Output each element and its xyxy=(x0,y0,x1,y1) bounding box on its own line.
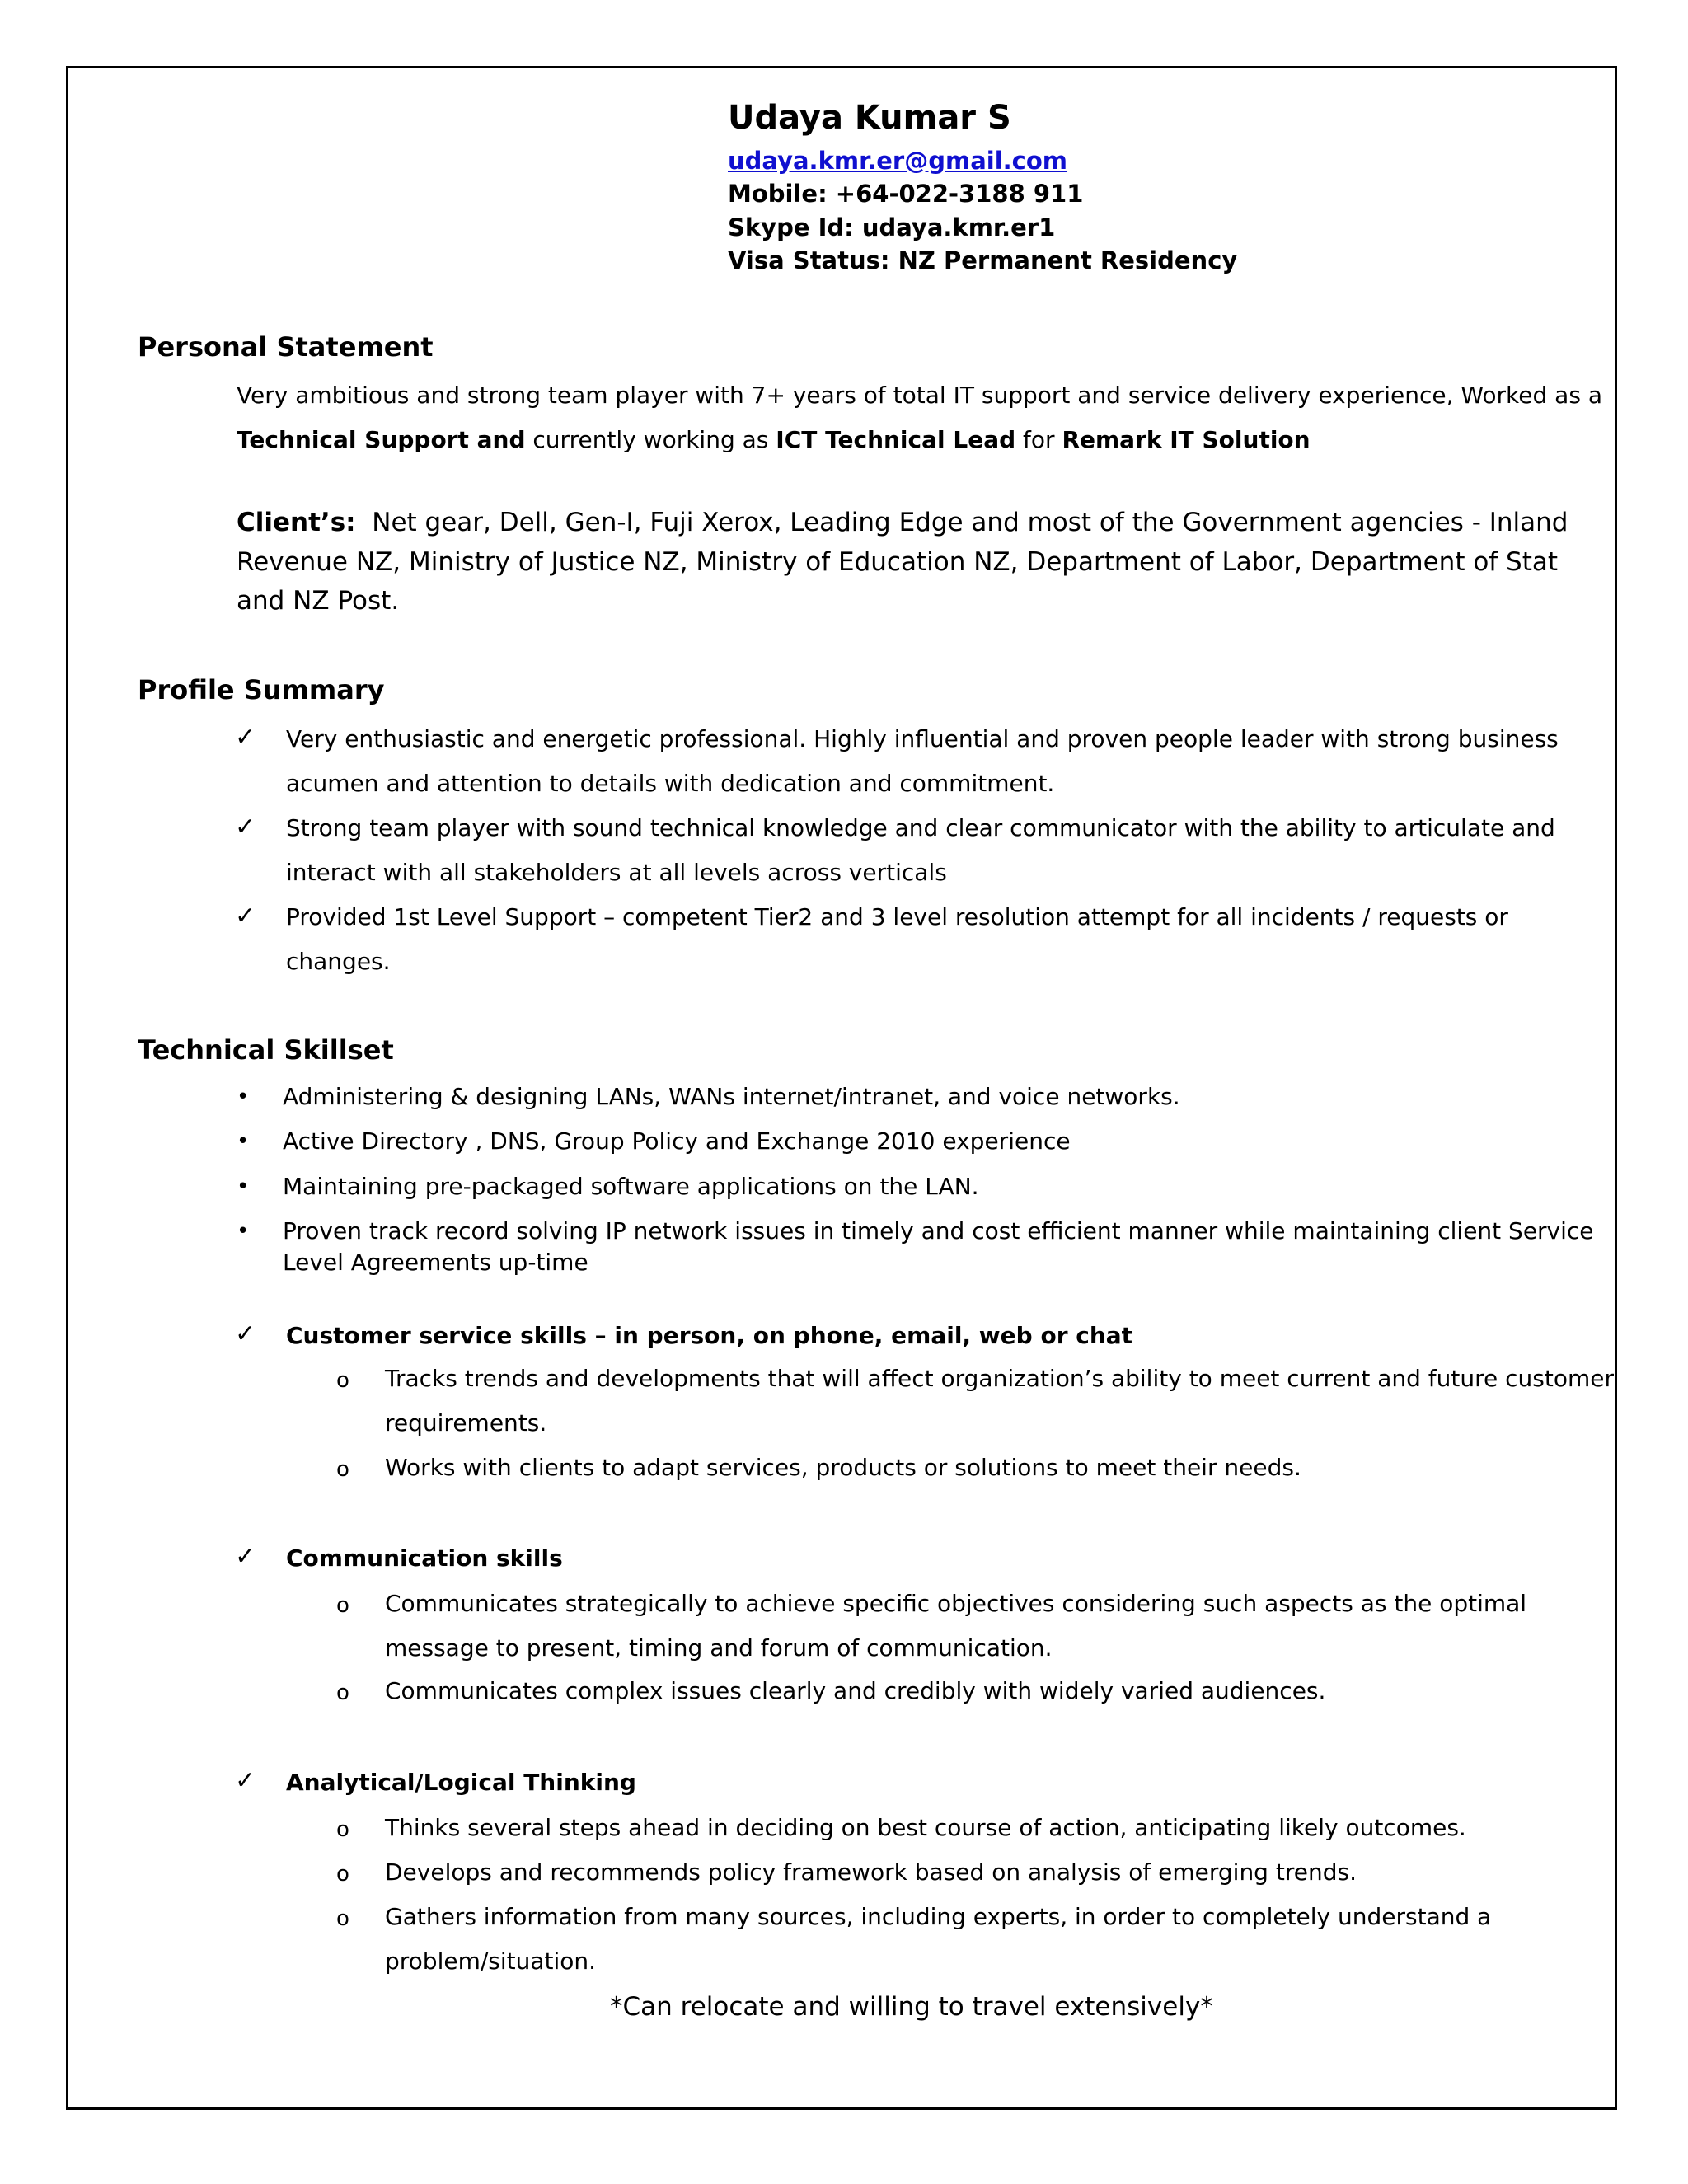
circle-bullet-icon: o xyxy=(336,1862,349,1886)
bullet-icon: • xyxy=(237,1174,250,1199)
statement-line-2: Technical Support and currently working as ICT Technical Lead for Remark IT Solution xyxy=(237,426,1311,453)
section-title-technical-skillset: Technical Skillset xyxy=(138,1034,394,1066)
circle-bullet-icon: o xyxy=(336,1680,349,1705)
skill-bullet-4-line-2: Level Agreements up-time xyxy=(283,1249,588,1276)
circle-bullet-icon: o xyxy=(336,1593,349,1618)
check-icon: ✓ xyxy=(235,1542,256,1571)
circle-bullet-icon: o xyxy=(336,1457,349,1482)
clients-line-2: Revenue NZ, Ministry of Justice NZ, Ministry of Education NZ, Department of Labor, Department of Stat xyxy=(237,547,1559,577)
skill-bullet-2: Active Directory , DNS, Group Policy and Exchange 2010 experience xyxy=(283,1127,1071,1155)
customer-sub-1-line-1: Tracks trends and developments that will affect organization’s ability to meet current and future customer xyxy=(385,1365,1614,1392)
customer-sub-1-line-2: requirements. xyxy=(385,1409,547,1436)
circle-bullet-icon: o xyxy=(336,1368,349,1393)
skill-bullet-4-line-1: Proven track record solving IP network issues in timely and cost efficient manner while maintaining client Service xyxy=(283,1217,1594,1244)
clients-line-1: Client’s: Net gear, Dell, Gen-I, Fuji Xerox, Leading Edge and most of the Government agencies - Inland xyxy=(237,508,1568,537)
check-icon: ✓ xyxy=(235,723,256,752)
summary-item-3-line-2: changes. xyxy=(286,948,391,975)
communication-title: Communication skills xyxy=(286,1544,563,1572)
candidate-name: Udaya Kumar S xyxy=(728,99,1011,137)
communication-sub-1-line-1: Communicates strategically to achieve specific objectives considering such aspects as the optimal xyxy=(385,1590,1527,1617)
summary-item-2-line-1: Strong team player with sound technical knowledge and clear communicator with the ability to articulate and xyxy=(286,814,1555,841)
circle-bullet-icon: o xyxy=(336,1817,349,1842)
analytical-sub-2: Develops and recommends policy framework based on analysis of emerging trends. xyxy=(385,1858,1357,1886)
clients-line-3: and NZ Post. xyxy=(237,586,400,616)
summary-item-3-line-1: Provided 1st Level Support – competent Tier2 and 3 level resolution attempt for all incidents / requests or xyxy=(286,903,1508,930)
skype-id: Skype Id: udaya.kmr.er1 xyxy=(728,213,1056,241)
customer-service-title: Customer service skills – in person, on phone, email, web or chat xyxy=(286,1322,1133,1349)
skill-bullet-3: Maintaining pre-packaged software applications on the LAN. xyxy=(283,1173,979,1200)
bullet-icon: • xyxy=(237,1219,250,1244)
clients-label: Client’s: xyxy=(237,508,356,537)
relocation-note: *Can relocate and willing to travel extensively* xyxy=(610,1992,1213,2022)
analytical-title: Analytical/Logical Thinking xyxy=(286,1769,636,1796)
section-title-profile-summary: Profile Summary xyxy=(138,674,385,705)
summary-item-2-line-2: interact with all stakeholders at all levels across verticals xyxy=(286,859,947,886)
customer-sub-2: Works with clients to adapt services, products or solutions to meet their needs. xyxy=(385,1454,1301,1481)
mobile-number: Mobile: +64-022-3188 911 xyxy=(728,180,1084,208)
analytical-sub-1: Thinks several steps ahead in deciding on best course of action, anticipating likely outcomes. xyxy=(385,1814,1466,1841)
communication-sub-2: Communicates complex issues clearly and credibly with widely varied audiences. xyxy=(385,1677,1326,1704)
check-icon: ✓ xyxy=(235,1319,256,1348)
circle-bullet-icon: o xyxy=(336,1906,349,1931)
bullet-icon: • xyxy=(237,1085,250,1109)
analytical-sub-3-line-2: problem/situation. xyxy=(385,1947,597,1975)
statement-line-1: Very ambitious and strong team player with 7+ years of total IT support and service delivery experience, Worked as a xyxy=(237,382,1602,409)
summary-item-1-line-1: Very enthusiastic and energetic professional. Highly influential and proven people leader with strong business xyxy=(286,725,1559,752)
email-link[interactable]: udaya.kmr.er@gmail.com xyxy=(728,147,1068,175)
check-icon: ✓ xyxy=(235,1766,256,1795)
summary-item-1-line-2: acumen and attention to details with dedication and commitment. xyxy=(286,770,1055,797)
analytical-sub-3-line-1: Gathers information from many sources, including experts, in order to completely understand a xyxy=(385,1903,1492,1930)
check-icon: ✓ xyxy=(235,813,256,841)
section-title-personal-statement: Personal Statement xyxy=(138,331,434,363)
bullet-icon: • xyxy=(237,1129,250,1154)
visa-status: Visa Status: NZ Permanent Residency xyxy=(728,246,1238,274)
skill-bullet-1: Administering & designing LANs, WANs internet/intranet, and voice networks. xyxy=(283,1083,1180,1110)
check-icon: ✓ xyxy=(235,902,256,930)
communication-sub-1-line-2: message to present, timing and forum of communication. xyxy=(385,1634,1053,1661)
